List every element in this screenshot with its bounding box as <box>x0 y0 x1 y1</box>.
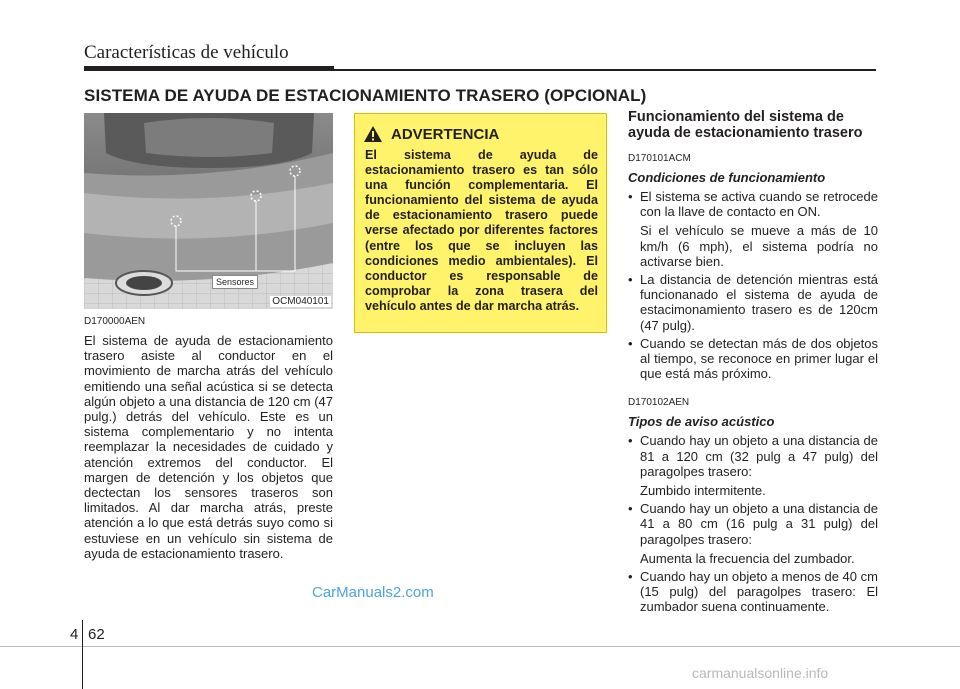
operation-heading: Funcionamiento del sistema de ayuda de estacionamiento trasero <box>628 109 863 141</box>
warning-types-list <box>628 433 878 614</box>
list-item <box>628 433 878 498</box>
right-column <box>628 110 878 618</box>
section-code: D170000AEN <box>84 316 146 327</box>
list-item <box>628 501 878 566</box>
footer-rule <box>0 646 960 647</box>
section-code: D170102AEN <box>628 397 690 409</box>
conditions-list <box>628 189 878 381</box>
list-item-text: El sistema se activa cuando se retrocede con la llave de contacto en ON. <box>640 189 878 220</box>
footer-divider <box>82 620 83 689</box>
watermark-link[interactable]: CarManuals2.com <box>312 584 434 601</box>
chapter-number: 4 <box>70 626 79 643</box>
sensor-label: Sensores <box>212 275 258 289</box>
subheading: Tipos de aviso acústico <box>628 414 775 430</box>
rear-bumper-photo <box>84 113 333 309</box>
warning-title: ADVERTENCIA <box>391 125 500 143</box>
list-item-text: Cuando hay un objeto a menos de 40 cm (15 pulg) del paragolpes trasero: El zumbador suena continuamente. <box>640 569 878 615</box>
list-item-text: Cuando se detectan más de dos objetos al tiempo, se reconoce en primer lugar el que está más próximo. <box>640 335 878 382</box>
section-title: SISTEMA DE AYUDA DE ESTACIONAMIENTO TRASERO (OPCIONAL) <box>84 86 647 105</box>
list-item-text: Cuando hay un objeto a una distancia de 41 a 80 cm (16 pulg a 31 pulg) del paragolpes trasero: <box>640 501 878 547</box>
page-header-title: Características de vehículo <box>84 42 289 63</box>
list-item <box>628 272 878 333</box>
section-code: D170101ACM <box>628 153 691 164</box>
list-item-extra: Zumbido intermitente. <box>640 483 766 499</box>
list-item-text: La distancia de detención mientras está funcionanado el sistema de ayuda de estacimonamiento trasero es de 120cm (47 pulg). <box>640 272 878 333</box>
header-rule-thick <box>84 66 334 71</box>
warning-header <box>363 124 499 144</box>
list-item-text: Cuando hay un objeto a una distancia de 81 a 120 cm (32 pulg a 47 pulg) del paragolpes trasero: <box>640 433 878 479</box>
list-item-extra: Si el vehículo se mueve a más de 10 km/h (6 mph), el sistema podría no activarse bien. <box>640 223 878 269</box>
list-item <box>628 189 878 269</box>
list-item-extra: Aumenta la frecuencia del zumbador. <box>640 550 855 566</box>
left-column <box>84 316 333 561</box>
warning-triangle-icon <box>363 125 383 143</box>
list-item <box>628 336 878 382</box>
image-code: OCM040101 <box>272 296 329 307</box>
header-rule-thin <box>334 69 876 71</box>
page-number: 62 <box>88 626 105 643</box>
rear-bumper-illustration <box>84 113 333 309</box>
intro-paragraph: El sistema de ayuda de estacionamiento trasero asiste al conductor en el movimiento de marcha atrás del vehículo emitiendo una señal acústica si se detecta algún objeto a una distancia de 120 cm (47 pulg.) detrás del vehículo. Este es un sistema complementario y no intenta reemplazar la necesidades de cuidado y atención extremos del conductor. El margen de detención y los objetos que dectectan los sensores traseros son limitados. Al dar marcha atrás, preste atención a lo que está detrás suyo como si estuviese en un vehículo sin sistema de ayuda de estacionamiento trasero. <box>84 333 333 561</box>
warning-text: El sistema de ayuda de estacionamiento trasero es tan sólo una función complementaria. El funcionamiento del sistema de ayuda de estacionamiento trasero puede verse afectado por diferentes factores (entre los que se incluyen las condiciones medio ambientales). El conductor es responsable de comprobar la zona trasera del vehículo antes de dar marcha atrás. <box>365 148 598 313</box>
warning-box <box>354 113 607 333</box>
list-item <box>628 569 878 615</box>
subheading: Condiciones de funcionamiento <box>628 170 826 185</box>
watermark-footer: carmanualsonline.info <box>692 665 829 681</box>
